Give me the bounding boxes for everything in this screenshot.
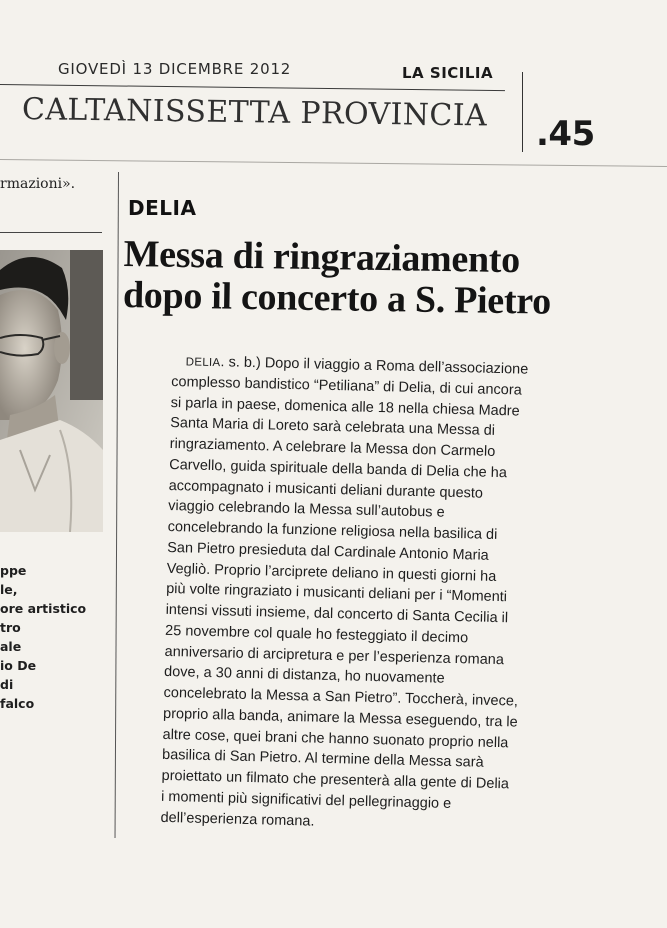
headline-line: dopo il concerto a S. Pietro [122,273,552,323]
article-body [160,351,620,839]
body-line: San Pietro presieduta dal Cardinale Antonio Maria [166,539,489,564]
header-separator [522,72,523,152]
byline-rest: . s. b.) Dopo il viaggio a Roma dell’associazione [220,354,529,378]
body-line: complesso bandistico “Petiliana” di Delia, di cui ancora [171,373,522,399]
portrait-image [0,250,103,532]
body-line: concelebrando la funzione religiosa nella basilica di [167,518,498,544]
body-line: più volte ringraziato i musicanti deliani per i “Momenti [165,581,508,606]
body-line: ringraziamento. A celebrare la Messa don Carmelo [169,435,496,460]
body-line: proprio alla banda, animare la Messa eseguendo, tra le [162,705,518,731]
caption-line: le, [0,582,18,597]
body-line: dove, a 30 anni di distanza, ho nuovamente [163,664,445,688]
column-separator [115,172,119,838]
newspaper-name: LA SICILIA [402,64,494,82]
left-column-rule [0,232,102,233]
body-line: viaggio celebrando la Messa sull’autobus e [168,498,445,521]
body-line: proiettato un filmato che presenterà alla gente di Delia [161,767,510,793]
body-line: altre cose, quei brani che hanno suonato proprio nella [162,726,509,751]
caption-line: falco [0,696,35,711]
body-line: concelebrato la Messa a San Pietro”. Toccherà, invece, [163,684,519,710]
caption-line: ppe [0,563,27,578]
headline-line: Messa di ringraziamento [123,233,521,282]
left-column-snippet: rmazioni». [0,176,76,192]
page-number: .45 [536,114,595,154]
body-line: si parla in paese, domenica alle 18 nella chiesa Madre [170,394,520,420]
body-line: Vegliò. Proprio l’arciprete deliano in questi giorni ha [166,560,497,585]
body-line: 25 novembre col quale ho festeggiato il decimo [164,622,469,647]
body-line: Santa Maria di Loreto sarà celebrata una Messa di [170,415,496,440]
byline-place: DELIA [185,356,221,370]
body-line: accompagnato i musicanti deliani durante questo [168,477,484,502]
body-line: intensi vissuti insieme, dal concerto di Santa Cecilia il [165,601,509,627]
caption-line: io De [0,658,37,673]
caption-line: ore artistico [0,601,87,616]
article-headline [123,234,552,323]
portrait-photo [0,250,103,532]
section-title-text: CALTANISSETTA PROVINCIA [21,92,488,134]
caption-line: ale [0,639,22,654]
section-rule [0,159,667,167]
body-line: basilica di San Pietro. Al termine della Messa sarà [161,747,484,771]
section-title [22,92,488,133]
body-line: anniversario di arcipretura e per l’esperienza romana [164,643,505,668]
body-line: dell’esperienza romana. [160,809,315,830]
photo-caption-fragment [0,561,86,713]
header-rule [0,84,505,91]
caption-line: tro [0,620,21,635]
body-line: i momenti più significativi del pellegrinaggio e [160,788,452,812]
dateline: GIOVEDÌ 13 DICEMBRE 2012 [58,60,292,78]
body-line: Carvello, guida spirituale della banda di Delia che ha [169,456,508,481]
article-kicker: DELIA [128,196,197,220]
caption-line: di [0,677,14,692]
